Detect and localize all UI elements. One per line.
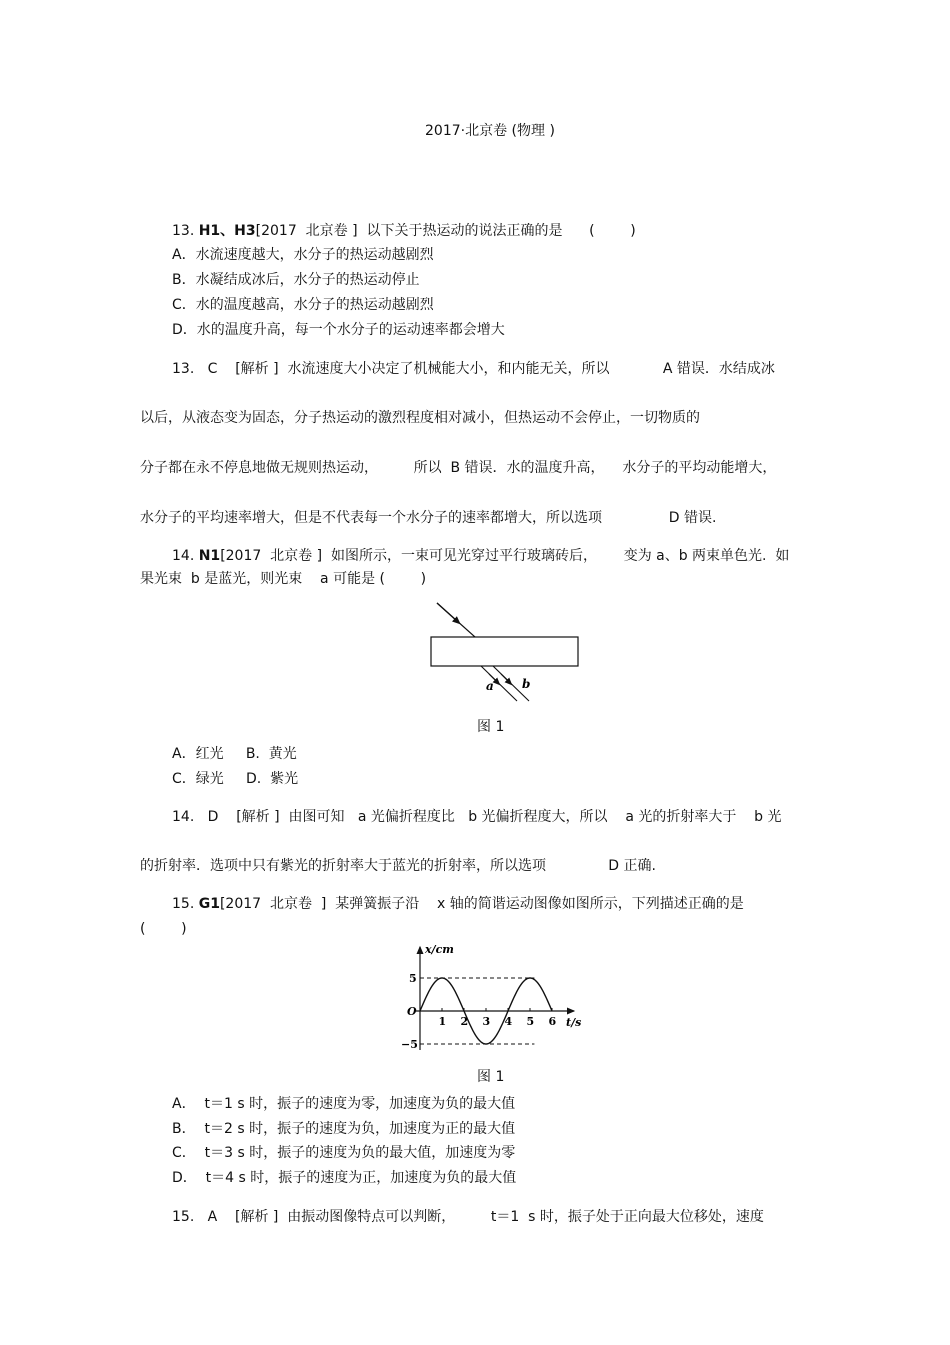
x-tick-label: 1 — [438, 1015, 447, 1028]
option-a: A．水流速度越大，水分子的热运动越剧烈 — [172, 247, 434, 263]
option-b: B．水凝结成冰后，水分子的热运动停止 — [172, 272, 420, 288]
solution-line: 分子都在永不停息地做无规则热运动， 所以 B 错误．水的温度升高， 水分子的平均动能增大， — [140, 460, 777, 476]
option-c: C． t＝3 s 时，振子的速度为负的最大值，加速度为零 — [172, 1145, 516, 1161]
question-stem: [2017 北京卷 ] 以下关于热运动的说法正确的是 ( ) — [255, 223, 636, 239]
solution-line: 以后，从液态变为固态，分子热运动的激烈程度相对减小，但热运动不会停止，一切物质的 — [140, 410, 700, 426]
knowledge-tag: N1 — [198, 548, 221, 564]
solution-line: 14. D [解析 ] 由图可知 a 光偏折程度比 b 光偏折程度大，所以 a 光的折射率大于 b 光 — [172, 809, 782, 825]
y-tick-label: 5 — [409, 972, 417, 985]
shm-displacement-chart — [400, 943, 590, 1058]
x-axis-label: t/s — [566, 1016, 582, 1029]
label-b: b — [522, 677, 531, 691]
solution-line: 13. C [解析 ] 水流速度大小决定了机械能大小，和内能无关，所以 A 错误．水结成冰 — [172, 361, 775, 377]
question-15-stem-line — [172, 895, 744, 913]
question-number: 13. — [172, 223, 195, 239]
solution-line: 15. A [解析 ] 由振动图像特点可以判断， t＝1 s 时，振子处于正向最大位移处，速度 — [172, 1209, 764, 1225]
page-title: 2017·北京卷 (物理 ) — [425, 123, 555, 139]
solution-line: 的折射率．选项中只有紫光的折射率大于蓝光的折射率，所以选项 D 正确. — [140, 858, 656, 874]
x-tick-label: 3 — [482, 1015, 491, 1028]
option-d: D． t＝4 s 时，振子的速度为正，加速度为负的最大值 — [172, 1170, 517, 1186]
option-d: D．水的温度升高，每一个水分子的运动速率都会增大 — [172, 322, 505, 338]
label-a: a — [486, 679, 494, 693]
glass-brick — [431, 637, 578, 666]
y-axis-label: x/cm — [425, 943, 454, 956]
figure-caption: 图 1 — [477, 719, 505, 735]
figure-caption: 图 1 — [477, 1069, 505, 1085]
question-stem-continued: ( ) — [140, 921, 187, 937]
solution-line: 水分子的平均速率增大，但是不代表每一个水分子的速率都增大，所以选项 D 错误. — [140, 510, 717, 526]
y-tick-label: −5 — [401, 1038, 418, 1051]
option-b: B． t＝2 s 时，振子的速度为负，加速度为正的最大值 — [172, 1121, 516, 1137]
option-a: A． t＝1 s 时，振子的速度为零，加速度为负的最大值 — [172, 1096, 516, 1112]
question-stem: [2017 北京卷 ] 如图所示，一束可见光穿过平行玻璃砖后， 变为 a、b 两束单色光. 如 — [220, 548, 790, 564]
x-tick-label: 4 — [504, 1015, 513, 1028]
option-c: C．水的温度越高，水分子的热运动越剧烈 — [172, 297, 434, 313]
x-tick-label: 5 — [526, 1015, 535, 1028]
question-number: 14. — [172, 548, 195, 564]
question-number: 15. — [172, 896, 195, 912]
x-tick-label: 2 — [460, 1015, 469, 1028]
question-13-stem-line — [172, 222, 636, 240]
origin-label: O — [407, 1005, 417, 1018]
option-row: A．红光 B. 黄光 — [172, 746, 297, 762]
knowledge-tag: H1、H3 — [198, 223, 256, 239]
question-14-stem-line — [172, 547, 789, 565]
glass-brick-figure — [425, 598, 585, 708]
question-stem-continued: 果光束 b 是蓝光，则光束 a 可能是 ( ) — [140, 571, 427, 587]
knowledge-tag: G1 — [198, 896, 220, 912]
x-tick-label: 6 — [548, 1015, 557, 1028]
option-row: C．绿光 D. 紫光 — [172, 771, 299, 787]
question-stem: [2017 北京卷 ] 某弹簧振子沿 x 轴的简谐运动图像如图所示，下列描述正确的是 — [219, 896, 744, 912]
